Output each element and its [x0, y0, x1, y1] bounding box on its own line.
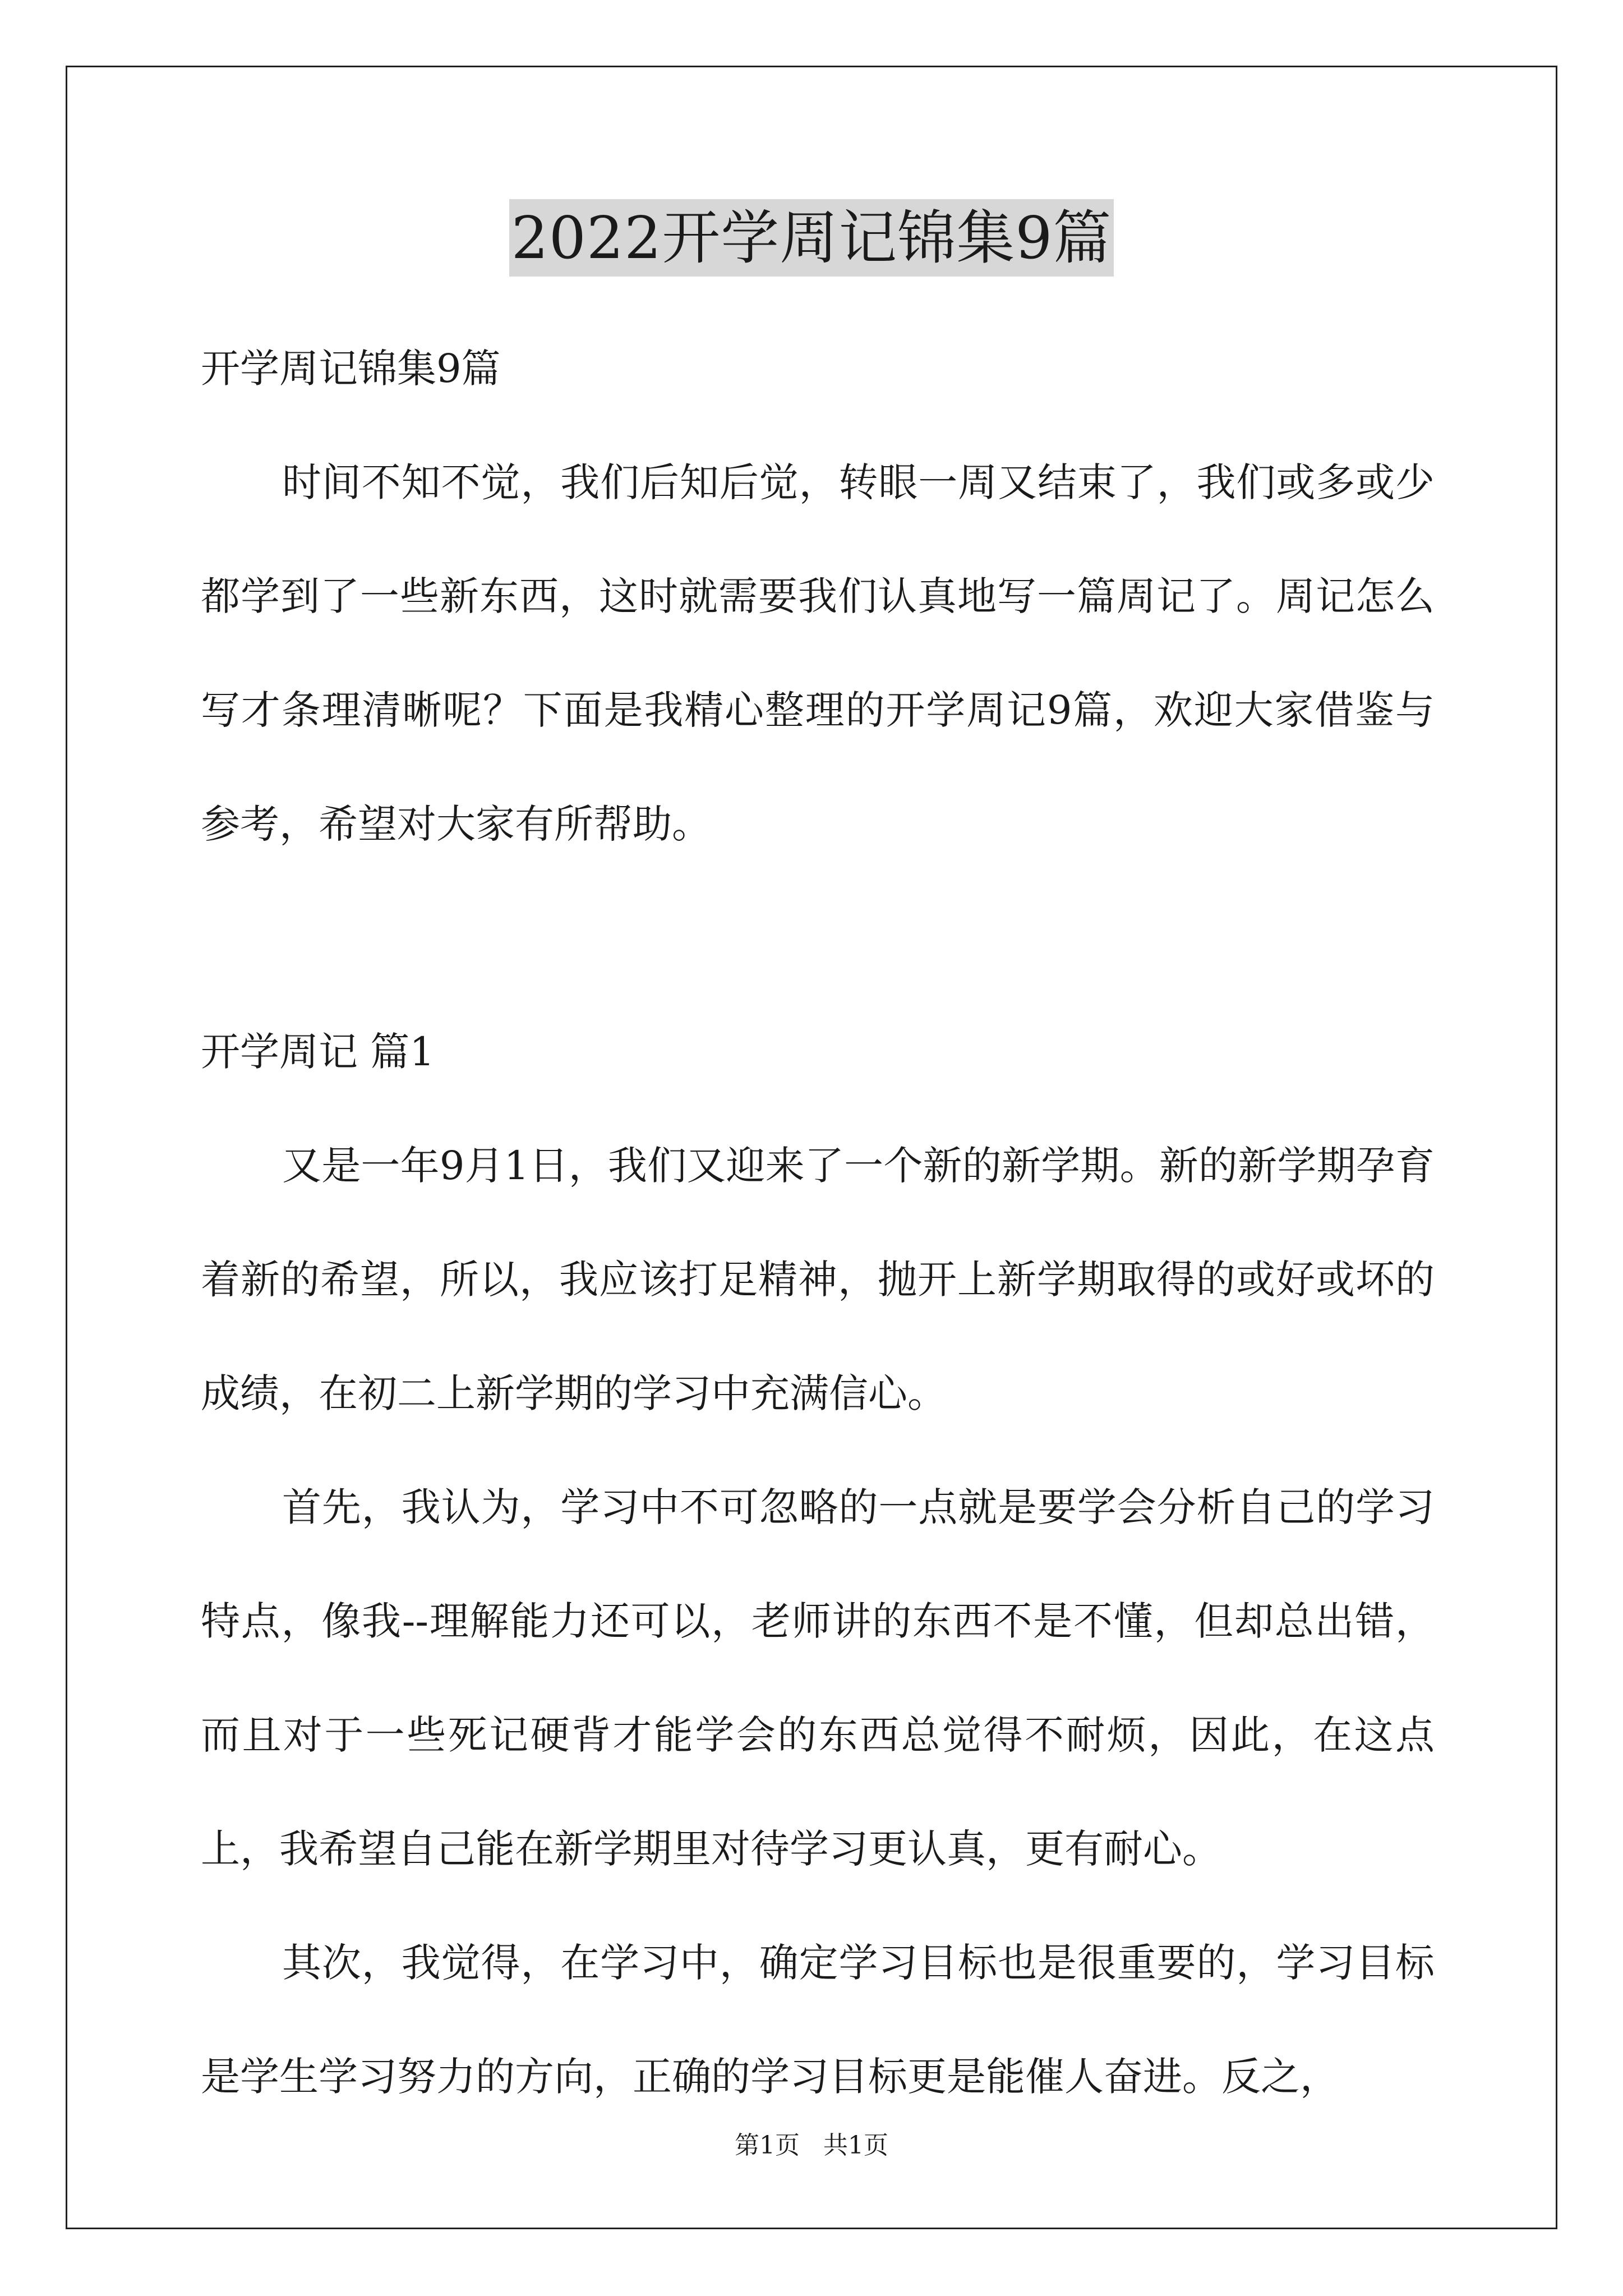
title-container — [0, 199, 1623, 277]
document-body — [201, 312, 1435, 2134]
page-footer — [0, 2129, 1623, 2162]
intro-paragraph: 时间不知不觉，我们后知后觉，转眼一周又结束了，我们或多或少都学到了一些新东西，这时就需要我们认真地写一篇周记了。周记怎么写才条理清晰呢？下面是我精心整理的开学周记9篇，欢迎大家借鉴与参考，希望对大家有所帮助。 — [201, 459, 1435, 847]
section-heading: 开学周记 篇1 — [201, 1029, 435, 1075]
document-title: 2022开学周记锦集9篇 — [509, 199, 1114, 277]
body-paragraph: 又是一年9月1日，我们又迎来了一个新的新学期。新的新学期孕育着新的希望，所以，我应该打足精神，抛开上新学期取得的或好或坏的成绩，在初二上新学期的学习中充满信心。 — [201, 1143, 1435, 1416]
page-total: 共1页 — [823, 2131, 888, 2160]
body-paragraph: 首先，我认为，学习中不可忽略的一点就是要学会分析自己的学习特点，像我--理解能力还可以，老师讲的东西不是不懂，但却总出错，而且对于一些死记硬背才能学会的东西总觉得不耐烦，因此，在这点上，我希望自己能在新学期里对待学习更认真，更有耐心。 — [201, 1484, 1435, 1872]
body-paragraph: 其次，我觉得，在学习中，确定学习目标也是很重要的，学习目标是学生学习努力的方向，正确的学习目标更是能催人奋进。反之， — [201, 1940, 1435, 2100]
section-spacer — [201, 881, 1435, 995]
page-number: 第1页 — [735, 2131, 800, 2160]
intro-heading: 开学周记锦集9篇 — [201, 346, 501, 392]
